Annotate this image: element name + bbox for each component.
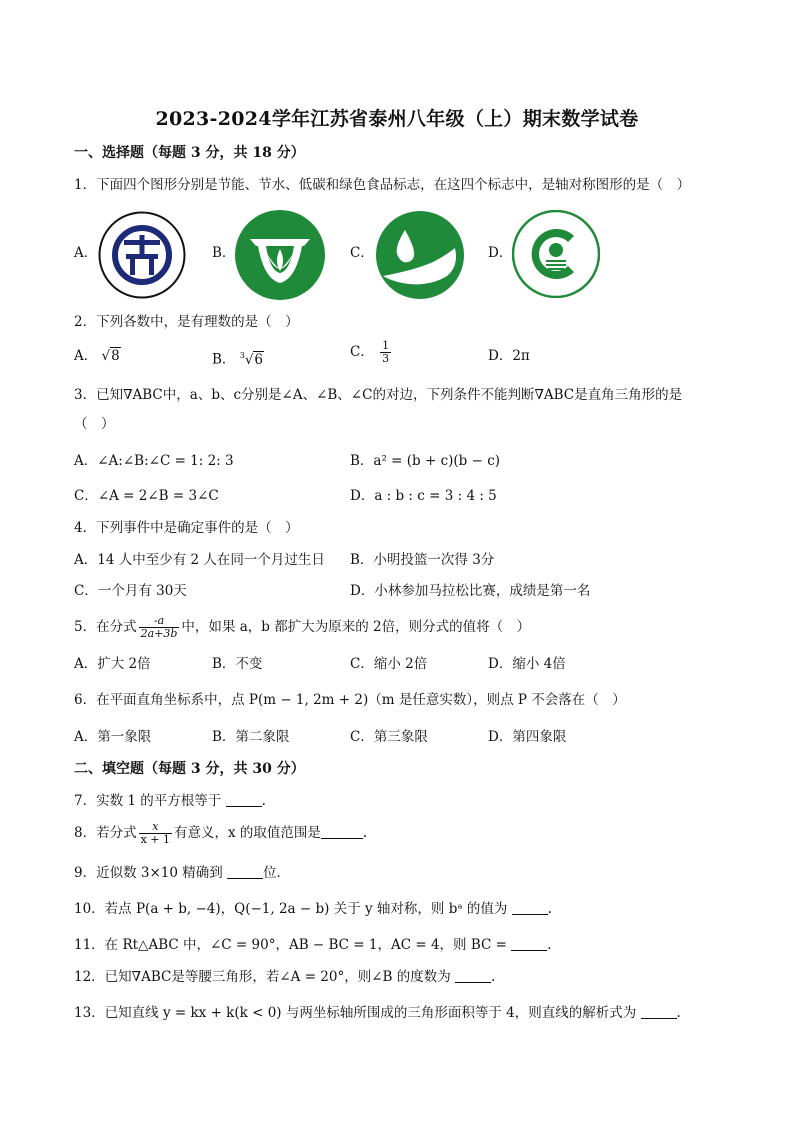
q2-option-b: B． $^3$√6 (212, 351, 264, 368)
sqrt-symbol: √8 (101, 348, 120, 364)
section-choice-heading: 一、选择题（每题 3 分，共 18 分） (74, 145, 305, 161)
q4-option-b: B．小明投篮一次得 3分 (350, 552, 495, 568)
q5-option-d: D．缩小 4倍 (488, 656, 566, 672)
q1-option-a-label: A． (74, 245, 98, 261)
q1-option-b-label: B． (212, 245, 236, 261)
q3-option-d: D．a : b : c = 3 : 4 : 5 (350, 488, 497, 504)
answer-blank (512, 900, 548, 915)
question-8: 8．若分式 $\frac{x}{x + 1}$ 有意义，x 的取值范围是 . (74, 820, 368, 846)
answer-blank (227, 864, 263, 879)
q5-option-a: A．扩大 2倍 (74, 656, 151, 672)
answer-blank (641, 1004, 677, 1019)
answer-blank (511, 936, 547, 951)
q2-option-c: C． $\frac{1}{3}$ (350, 339, 390, 365)
answer-blank (455, 968, 491, 983)
q2-option-d: D．2π (488, 348, 530, 364)
question-4-stem: 4．下列事件中是确定事件的是（ ） (74, 520, 299, 536)
q4-option-c: C．一个月有 30天 (74, 583, 187, 599)
q1-option-d-label: D． (488, 245, 513, 261)
page-title: 2023-2024学年江苏省泰州八年级（上）期末数学试卷 (155, 108, 639, 130)
q4-option-d: D．小林参加马拉松比赛，成绩是第一名 (350, 583, 591, 599)
q8-fraction: $\frac{x}{x + 1}$ (140, 820, 171, 846)
q1-option-c-label: C． (350, 245, 374, 261)
q3-option-a: A．∠A:∠B:∠C = 1: 2: 3 (74, 453, 234, 469)
question-6-stem: 6．在平面直角坐标系中，点 P(m − 1, 2m + 2)（m 是任意实数），则点 P 不会落在（ ） (74, 692, 626, 708)
q3-option-c: C．∠A = 2∠B = 3∠C (74, 488, 219, 504)
q5-option-c: C．缩小 2倍 (350, 656, 428, 672)
question-3-stem-cont: （ ） (74, 416, 115, 432)
question-7: 7．实数 1 的平方根等于 . (74, 793, 266, 809)
water-saving-logo (234, 209, 326, 301)
q2-option-a: A． √8 (74, 348, 120, 364)
section-fill-heading: 二、填空题（每题 3 分，共 30 分） (74, 761, 305, 777)
green-food-logo (512, 210, 600, 298)
question-2-stem: 2．下列各数中，是有理数的是（ ） (74, 314, 299, 330)
q3-option-b: B．a² = (b + c)(b − c) (350, 453, 501, 469)
answer-blank (321, 824, 363, 839)
q5-option-b: B．不变 (212, 656, 263, 672)
question-3-stem: 3．已知∇ABC中，a、b、c分别是∠A、∠B、∠C的对边，下列条件不能判断∇ABC是直角三角形的是 (74, 387, 683, 403)
question-12: 12．已知∇ABC是等腰三角形，若∠A = 20°，则∠B 的度数为 . (74, 969, 496, 985)
q6-option-c: C．第三象限 (350, 729, 428, 745)
question-13: 13．已知直线 y = kx + k(k < 0) 与两坐标轴所围成的三角形面积等于 4，则直线的解析式为 . (74, 1005, 681, 1021)
q4-option-a: A．14 人中至少有 2 人在同一个月过生日 (74, 552, 325, 568)
q6-option-b: B．第二象限 (212, 729, 290, 745)
question-1-stem: 1．下面四个图形分别是节能、节水、低碳和绿色食品标志，在这四个标志中，是轴对称图形的是（ ） (74, 177, 691, 193)
energy-saving-logo (98, 211, 186, 299)
q6-option-d: D．第四象限 (488, 729, 567, 745)
answer-blank (226, 792, 262, 807)
question-9: 9．近似数 3×10 精确到 位． (74, 865, 291, 881)
question-5-stem: 5．在分式 $\frac{-a}{2a+3b}$ 中，如果 a，b 都扩大为原来的 2倍，则分式的值将（ ） (74, 614, 531, 640)
question-11: 11．在 Rt△ABC 中，∠C = 90°，AB − BC = 1，AC = 4，则 BC = . (74, 937, 552, 953)
low-carbon-logo (375, 210, 465, 300)
question-10: 10．若点 P(a + b, −4)，Q(−1, 2a − b) 关于 y 轴对称，则 bᵃ 的值为 . (74, 901, 552, 917)
q5-fraction: $\frac{-a}{2a+3b}$ (140, 614, 178, 640)
q6-option-a: A．第一象限 (74, 729, 152, 745)
